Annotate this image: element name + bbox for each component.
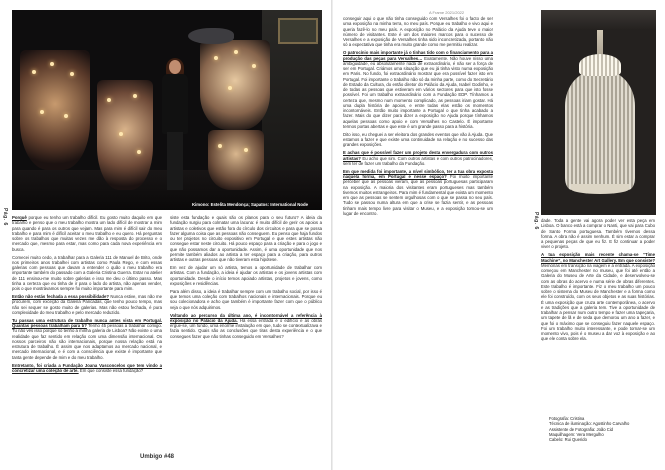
text-column-2: [170, 215, 322, 342]
credit-line: Cabelo: Rui Querido: [549, 437, 587, 443]
paragraph: O patrocínio mais importante já o tinhas tido com o financiamento para a produção das peças para Versalhes… Exatamente. Não houve nisso uma ambiguidade, eu absolutamente nada de extraordinário, é não ser a força de ser em Portugal. Criámos uma situação que eu já tinha visto numa exposição em Paris. No fundo, foi extraordinário mostrar que era possível fazer isto em Portugal. Foi importante o trabalho não só da minha parte, como do Secretário de Estado da Cultura, do então diretor do Palácio da Ajuda, Isabel Godinho, e de todas as pessoas que estiveram em vários sectores para que isto fosse possível. Foi um trabalho extraordinário com a Fundação EDP. Tínhamos a certeza que, mesmo num momento complicado, as pessoas iriam gostar. Há uma dupla história de apoios, e entre todas elas estão os momentos incontornáveis. Então muito importante a Portugal o que tinha acabado a fazer. Mais do que dizer para dizer a exposição no Ajuda porque tínhamos aquelas pessoas como apoio e com Versalhes no Castelo. É importante termos portas abertas e que este é um grande passo para a história.: [343, 50, 493, 129]
paragraph: A tua exposição mais recente chama-se “Time Machine”, no Manchester Art Gallery. Em que consiste? Memórias em transição na viagem e a entrada. A exposição começou em Manchester no museu, que foi até então a Galeria do Museu de Arte da Cidade, e desenvolveu-se com as obras do acervo e numa série de obras diferentes. Este trabalho é importante. Fiz o meu trabalho um pouco sobre o sistema do Museu de Manchester e a forma como ele foi construído, com os seus objetos e as suas histórias. É uma exposição que cruza arte contemporânea, o acervo e as tradições que a galeria tem. Tive a oportunidade de trabalhar a pensar num outro tempo e fazer uma tapeçaria, um tapete de lã e de seda que demorou um ano a fazer, e que foi o máximo que se conseguiu fazer naquele espaço. Foi um trabalho muito interessante, e pode tornar-se um momento vivo, pois é o museu a dar voz à exposição e ao que ele conta sobre ela.: [541, 252, 655, 342]
left-side-label: Pág. 6: [2, 208, 8, 226]
photo-sculpture-far-right: [208, 130, 264, 190]
paragraph: Em vez de ajudar um só artista, temos a oportunidade de trabalhar com artistas. Com a fundação, a ideia é ajudar os artistas e os jovens artistas com oportunidade. Desde o início temos apoiado artistas, projetos e jovens, como exposições e residências.: [170, 265, 322, 286]
credit-line: Fotografia: Cristina: [549, 416, 585, 421]
photo-artist-figure: [162, 60, 188, 190]
credit-line: Maquilhagem: Vera Mergulho: [549, 431, 604, 437]
paragraph: Entretanto, foi criada a Fundação Joana Vasconcelos que tem vindo a concretizar uma coleção de arte. Em que consiste essa fundação?: [12, 362, 162, 373]
photo-sculpture-left: [20, 50, 90, 170]
credit-line: Assistente de Fotografia: João Cid: [549, 426, 614, 432]
photo-ceiling: [541, 10, 656, 30]
paragraph: Voltando ao percurso da última ano, é incontornável a referência à exposição no Palácio da Ajuda. Há essa entrada e o edifício e as obras ergue-se, um fundo, uma enorme instalação em que, tudo se contextualizava e fazia sentido. Quais são as conclusões que tiras desta experiência e o que consegues fazer que não tinhas conseguido em Versalhes?: [170, 312, 322, 339]
right-side-label: Pág. 6: [533, 212, 539, 230]
photo-credits: [549, 416, 653, 442]
text-column-1: [12, 215, 162, 376]
paragraph: siste esta fundação e quais são os planos para o seu futuro? A ideia da fundação surgiu para colmatar uma lacuna: é muito difícil de gerir os apoios a artistas e coletivos que estão fora do círculo dos circuitos e para que se possa fazer alguma coisa que as pessoas não conseguem. Eu penso que haja fundos ou ter projetos no circuito expositivo em Portugal e que estes artistas não consegue estar neste circuito. Há pouco espaço para a criação e para o jogo e que não possamos dar a oportunidade. Assim, é uma oportunidade que nos permite também aliados ao artista a ter espaço para a criação, para outros artistas e outras pessoas que não tiveram esta hipótese.: [170, 215, 322, 262]
paragraph: dade. Toda a gente vai agora poder ver esta peça em Lisboa. O banco está a comprar o Nanti, que vai para Cubo de Santo Forma portuguesa. Também tivemos dessa forma. A obra não é assim nenhum. É sim estar a comprar a pequenas peças de que eu fiz. E fiz continuar a poder viver o projeto.: [541, 218, 655, 250]
paragraph: Em que medida foi importante, a nível simbólico, ter a tua obra exposta naquela forma, em Portugal e nesse espaço? Foi muito importante perceber que as pessoas vieram, que as pessoas portuguesas participaram na exposição. A maioria dos visitantes eram portugueses mas também tivemos muitos estrangeiros. Para mim é fundamental que exista um momento em que as pessoas se sentem orgulhosas com o que se passa no seu país. Tudo se passou numa altura em que a crise se fazia sentir, e as pessoas tinham mais tempo livre para visitar o Museu, e a exposição tornou-se um lugar de encontro.: [343, 168, 493, 216]
paragraph: Então não estás fechada a essa possibilidade? Nunca estive, mas não me procurem, com exceção da Galeria Pancadas, que tenho pouco tempo, mas não sei sequer se gosto muito de galerias. Mas não estou fechada, é pura complexidade do meu trabalho e pelo mercado reduzido.: [12, 294, 162, 315]
paragraph: Porquê porque eu tenho um trabalho difícil. Eu gosto muito daquilo em que trabalho e penso que o meu trabalho mostra um lado difícil de mostrar a mim para quando é para os outros que vejam. Mas para mim é difícil sair do meu trabalho e para mim é difícil aceitar o meu trabalho e eu quero. Há perguntas sobre os trabalhos que muitas vezes me dão à resposta do processo e o mercado que, mesmo para estar, mas como para cada nova experiência em busca.: [12, 215, 162, 252]
photo-fish-sculpture: [188, 28, 234, 44]
text-column-4: [541, 218, 655, 344]
photo-artist-in-gallery: [12, 10, 322, 210]
paragraph: conseguir aqui o que não tinha conseguido com Versalhes foi o facto de ser uma exposição na minha terra, no meu país. Porque eu trabalho e vivo aqui e queria fazê-lo no meu país. A exposição no Palácio da Ajuda teve o maior número de visitantes. Este é um dos maiores marcos para o sucesso de Versalhes e a exposição de Versalhes tinha sido inconcretizada, portanto não só a expectativa que tinha era muito grande como me permitiu realizar.: [343, 16, 493, 48]
paragraph: Comecei muito cedo, a trabalhar para a Galeria 111 de Manuel de Brito, onde nos primeiros anos trabalhei com artistas como Paula Rego, e com essas galerias com pessoas que davam a entender o quão o meu trabalho era importante também do passado com a Galeria Cristina Guerra. Estar no atelier de 111 ensinou-me muito sobre galerias e isso me deu o último passo. Mas tinha a certeza que eu tinha de ir para o lado do artista, não apenas vender, pois o que mostrávamos sempre foi muito importante para mim.: [12, 254, 162, 292]
paragraph: Tu passas uma estrutura de trabalho nunca antes vista em Portugal. Quantas pessoas trabalham para ti? Tenho 45 pessoas a trabalhar comigo. Tu não vês isso porque só tenho a minha galeria de Lisboa? Não existe o uma realidade que faz sentido em relação com uma dimensão internacional. Os nossos parceiros não são internacionais, porque nossa relação está na estrutura de trabalho. É assim que nos adaptamos ao mercado nacional, e mercado internacional, e é com a consciência que existe é importante que tanta gente depende de mim e do meu trabalho.: [12, 317, 162, 360]
photo-crystal-chandelier: [541, 10, 656, 215]
photo-chandelier-shape: [561, 30, 639, 200]
photo-caption: Kimono: Estelita Mendonça; Sapatos: International Node: [192, 202, 309, 207]
left-page: [0, 0, 332, 470]
paragraph: E achas que é possível fazer um projeto desta envergadura com outros artistas? Eu acho que sim. Com outros artistas e com outros patrocinadores, sem ter de fazer um trabalho da Fundação.: [343, 150, 493, 166]
text-column-3: [343, 16, 493, 219]
paragraph: Dito isso, eu cheguei a ser eleitora dos grandes eventos que vão à Ajuda. Que estamos a fazer e que existe uma continuidade na relação e no sucesso das grandes exposições.: [343, 131, 493, 148]
photo-painting: [278, 18, 318, 44]
paragraph: Para além disso, a ideia é trabalhar sempre com um trabalho social, por isso é que temos uma coleção com trabalhos nacionais e internacionais. Porque eu sou colecionadora e acho que também é importante fazer com que o público veja o que nós adquirimos.: [170, 288, 322, 310]
left-footer: Umbigo #48: [140, 454, 175, 460]
running-head: A Frame 2021/2022: [429, 10, 465, 15]
photo-sculpture-right: [200, 40, 270, 130]
photo-sculpture-center: [97, 80, 153, 190]
credit-line: Técnica de iluminação: Agostinho Carvalho: [549, 421, 630, 427]
right-page: [333, 0, 665, 470]
